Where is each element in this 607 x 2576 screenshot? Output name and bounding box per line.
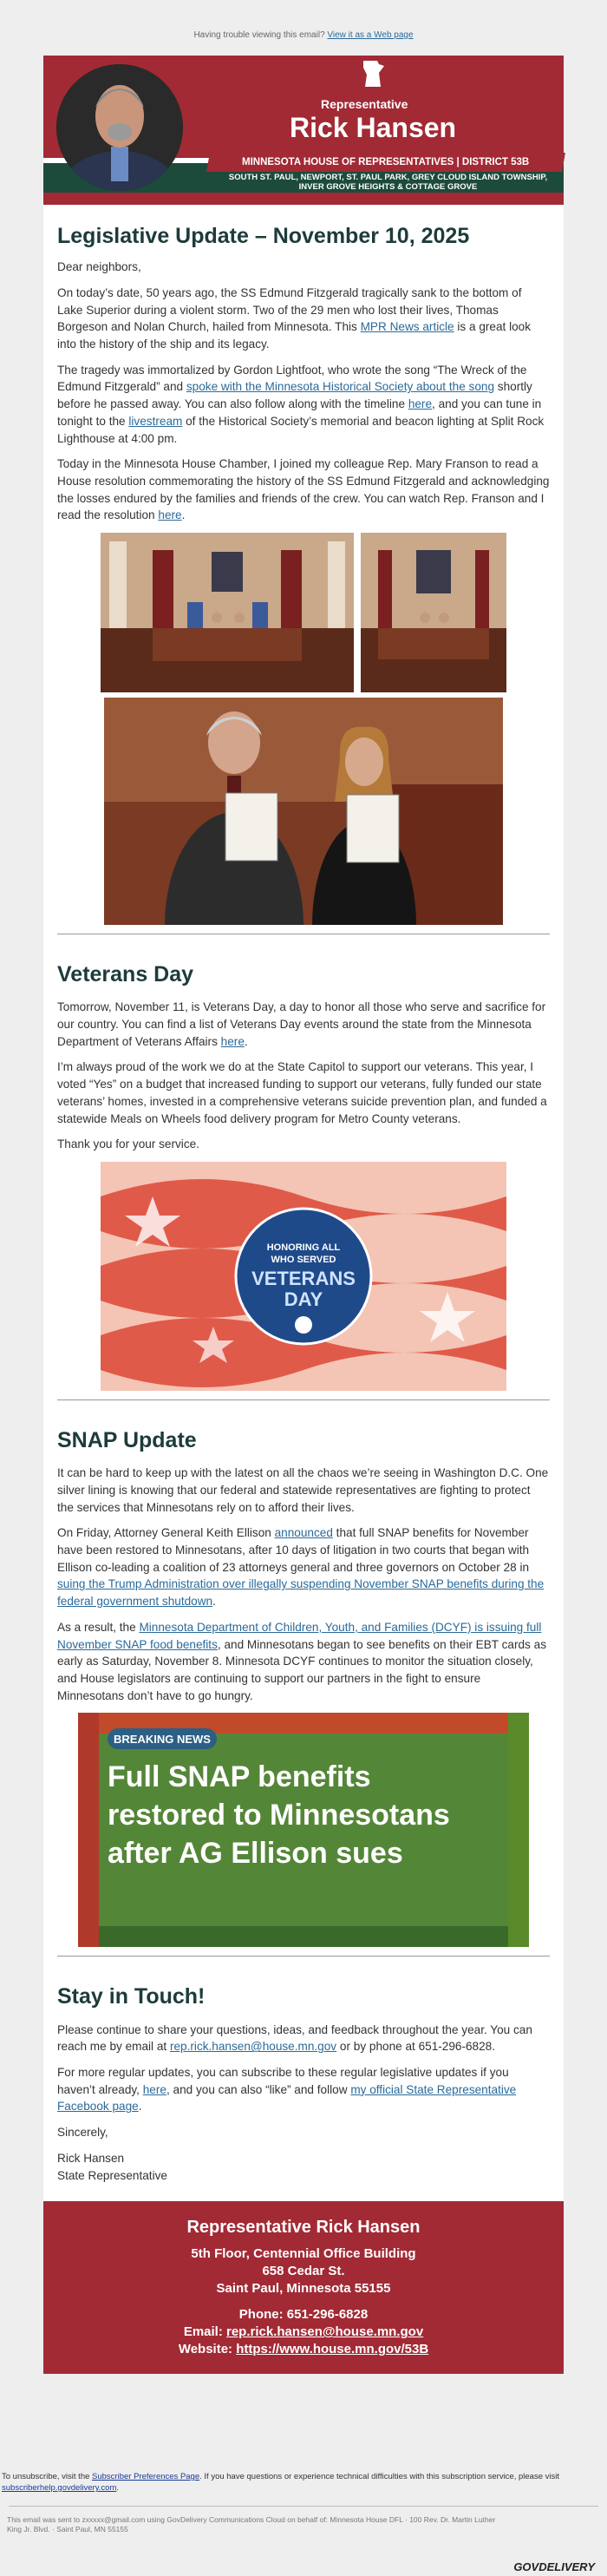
touch-p2-a: For more regular updates, you can subscribe to these regular legislative updates if you haven’t already, — [57, 2066, 509, 2096]
snap-paragraph-2 — [57, 1524, 550, 1610]
signature-title: State Representative — [57, 2168, 167, 2182]
veterans-events-link[interactable]: here — [220, 1034, 245, 1048]
timeline-link[interactable]: here — [408, 397, 433, 411]
footer-address-1: 5th Floor, Centennial Office Building — [191, 2246, 416, 2262]
fitz-paragraph-1 — [57, 285, 550, 353]
touch-paragraph-1 — [57, 2022, 550, 2055]
section-divider-3 — [57, 1956, 550, 1957]
dcyf-link[interactable]: Minnesota Department of Children, Youth, and Families (DCYF) is issuing full November SNAP food benefits — [57, 1620, 542, 1651]
fitz-p2-c: , and you can tune in tonight to the — [57, 397, 542, 428]
badge-line-2: WHO SERVED — [271, 1254, 336, 1265]
snap-headline: Full SNAP benefits restored to Minnesotans after AG Ellison sues — [108, 1760, 450, 1871]
subscribe-link[interactable]: here — [142, 2082, 166, 2096]
snap-news-graphic[interactable] — [78, 1713, 529, 1947]
snap-p3-a: As a result, the — [57, 1620, 136, 1634]
greeting: Dear neighbors, — [57, 260, 141, 274]
section-divider-2 — [57, 1399, 550, 1400]
newsletter-title: Legislative Update – November 10, 2025 — [57, 224, 470, 248]
snap-p2-a: On Friday, Attorney General Keith Ellison — [57, 1526, 271, 1540]
footer-address-2: 658 Cedar St. — [262, 2264, 345, 2279]
unsubscribe-text — [0, 2471, 607, 2494]
veterans-p1-end: . — [244, 1034, 248, 1048]
fitz-p1-text: On today’s date, 50 years ago, the SS Edmund Fitzgerald tragically sank to the bottom of Lake Superior during a violent storm. Two of the 29 men who lost their lives, Thomas Borgeson and Nolan Church, hailed from Minnesota. This — [57, 285, 522, 334]
badge-line-1: HONORING ALL — [266, 1242, 341, 1253]
footer-address-3: Saint Paul, Minnesota 55155 — [216, 2281, 391, 2297]
district-ribbon — [206, 153, 565, 172]
district-cities-line-2: INVER GROVE HEIGHTS & COTTAGE GROVE — [298, 182, 478, 192]
fitz-p2-b: shortly before he passed away. You can also follow along with the timeline — [57, 380, 532, 411]
snap-image-row — [57, 1713, 550, 1947]
main-content — [43, 205, 564, 2184]
veterans-paragraph-2: I’m always proud of the work we do at the State Capitol to support our veterans. This year, I voted “Yes” on a budget that increased funding to support our veterans, fully funded our state veterans’ homes, invested in a comprehensive veterans suicide prevention plan, and funded a statewide Meals on Wheels food delivery program for Metro County veterans. — [57, 1060, 547, 1125]
livestream-link[interactable]: livestream — [128, 414, 183, 428]
veterans-day-graphic — [101, 1162, 506, 1391]
footer-email-link[interactable]: rep.rick.hansen@house.mn.gov — [226, 2324, 424, 2340]
district-cities — [212, 173, 564, 192]
snap-p2-c: . — [212, 1595, 216, 1609]
banner-name: Rick Hansen — [290, 112, 457, 143]
footer-phone: Phone: 651-296-6828 — [238, 2307, 369, 2323]
fitz-p2-a: The tragedy was immortalized by Gordon Lightfoot, who wrote the song “The Wreck of the Edmund Fitzgerald” and — [57, 363, 527, 394]
subscriber-help-link[interactable]: subscriberhelp.govdelivery.com — [2, 2483, 117, 2493]
signature-name: Rick Hansen — [57, 2151, 125, 2165]
mpr-news-link[interactable]: MPR News article — [360, 320, 454, 334]
district-text: MINNESOTA HOUSE OF REPRESENTATIVES | DISTRICT 53B — [242, 157, 530, 167]
footer-email-row — [43, 2324, 564, 2341]
veterans-paragraph-1 — [57, 999, 550, 1050]
stay-in-touch-heading: Stay in Touch! — [57, 1984, 206, 2009]
snap-p3-b: , and Minnesotans began to see benefits on their EBT cards as early as Saturday, November 8. Minnesota DCYF continues to monitor the situation closely, and House legislators are continuing to support our partners in the fight to ensure Minnesotans don’t have to go hungry. — [57, 1637, 546, 1702]
snap-paragraph-1: It can be hard to keep up with the latest on all the chaos we’re seeing in Washington D.C. One silver lining is knowing that our federal and statewide representatives are fighting to protect the services that Minnesotans rely on to afford their lives. — [57, 1466, 549, 1514]
representative-photo — [56, 64, 183, 191]
email-body — [43, 56, 564, 2374]
fitz-paragraph-2 — [57, 362, 550, 448]
preheader-text: Having trouble viewing this email? — [193, 30, 325, 40]
header-banner — [43, 56, 564, 205]
view-web-link[interactable]: View it as a Web page — [327, 30, 414, 40]
touch-paragraph-2 — [57, 2064, 550, 2115]
govdelivery-logo[interactable]: GOVDELIVERY — [513, 2560, 595, 2573]
legal-b: . If you have questions or experience technical difficulties with this subscription service, please visit — [199, 2472, 559, 2481]
email-link[interactable]: rep.rick.hansen@house.mn.gov — [169, 2040, 337, 2054]
legal-a: To unsubscribe, visit the — [2, 2472, 90, 2481]
veterans-image-row — [57, 1162, 550, 1391]
house-chamber-photo-1[interactable] — [101, 533, 354, 692]
legal-footer — [0, 2471, 607, 2534]
footer-title: Representative Rick Hansen — [186, 2218, 421, 2238]
resolution-photo-row — [57, 698, 550, 925]
touch-p1-a: Please continue to share your questions, ideas, and feedback throughout the year. You can reach me by email at — [57, 2022, 532, 2054]
touch-p2-b: , and you can also “like” and follow — [166, 2082, 348, 2096]
preheader — [0, 0, 607, 56]
fitz-p3-end: . — [181, 508, 186, 522]
footer-email-label: Email: — [183, 2324, 223, 2340]
snap-p2-b: that full SNAP benefits for November have been restored to Minnesotans, after 10 days of litigation in two courts that began with Ellison co-leading a coalition of 23 attorneys general and three governors on October 28 in — [57, 1526, 530, 1574]
lawsuit-link[interactable]: suing the Trump Administration over illegally suspending November SNAP benefits during the federal government shutdown — [57, 1577, 545, 1609]
district-cities-line-1: SOUTH ST. PAUL, NEWPORT, ST. PAUL PARK, GREY CLOUD ISLAND TOWNSHIP, — [228, 173, 548, 182]
veterans-heading: Veterans Day — [57, 962, 194, 987]
veterans-p1-text: Tomorrow, November 11, is Veterans Day, a day to honor all those who serve and sacrifice for our country. You can find a list of Veterans Day events around the state from the Minnesota Department of Veterans Affairs — [57, 1000, 546, 1048]
resolution-video-link[interactable]: here — [158, 508, 182, 522]
snap-heading: SNAP Update — [57, 1427, 197, 1452]
fitz-p2-d: of the Historical Society’s memorial and beacon lighting at Split Rock Lighthouse at 4:00 pm. — [57, 414, 545, 445]
breaking-news-badge: BREAKING NEWS — [114, 1733, 211, 1747]
sent-notice: This email was sent to zxxxxx@gmail.com using GovDelivery Communications Cloud on behalf of: Minnesota House DFL · 100 Rev. Dr. Martin Luther King Jr. Blvd. · Saint Paul, MN 55155 — [7, 2515, 496, 2533]
minnesota-state-icon — [362, 59, 386, 88]
contact-footer — [43, 2201, 564, 2374]
badge-line-4: DAY — [284, 1288, 323, 1310]
fitz-p1-end: is a great look into the history of the ship and its legacy. — [57, 320, 532, 351]
banner-role: Representative — [321, 97, 408, 111]
touch-p1-b: or by phone at 651-296-6828. — [339, 2040, 496, 2054]
touch-p2-c: . — [138, 2100, 142, 2114]
legal-c: . — [116, 2483, 119, 2493]
footer-web-row — [43, 2341, 564, 2358]
veterans-paragraph-3: Thank you for your service. — [57, 1137, 199, 1151]
announced-link[interactable]: announced — [274, 1526, 333, 1540]
signoff: Sincerely, — [57, 2126, 108, 2140]
historical-society-link[interactable]: spoke with the Minnesota Historical Society about the song — [186, 380, 495, 394]
house-chamber-photo-2[interactable] — [361, 533, 506, 692]
snap-paragraph-3 — [57, 1619, 550, 1705]
chamber-photos-row — [57, 533, 550, 692]
badge-line-3: VETERANS — [251, 1267, 356, 1289]
fitz-p3-text: Today in the Minnesota House Chamber, I joined my colleague Rep. Mary Franson to read a House resolution commemorating the history of the SS Edmund Fitzgerald and acknowledging the losses endured by the families and friends of the crew. You can watch Rep. Franson and I read the resolution — [57, 457, 550, 522]
legal-divider — [9, 2506, 598, 2507]
resolution-photo[interactable] — [104, 698, 503, 925]
footer-web-label: Website: — [178, 2342, 233, 2357]
footer-web-link[interactable]: https://www.house.mn.gov/53B — [236, 2342, 429, 2357]
fitz-paragraph-3 — [57, 456, 550, 524]
subscriber-preferences-link[interactable]: Subscriber Preferences Page — [92, 2472, 200, 2481]
facebook-link[interactable]: my official State Representative Facebook page — [57, 2082, 517, 2114]
